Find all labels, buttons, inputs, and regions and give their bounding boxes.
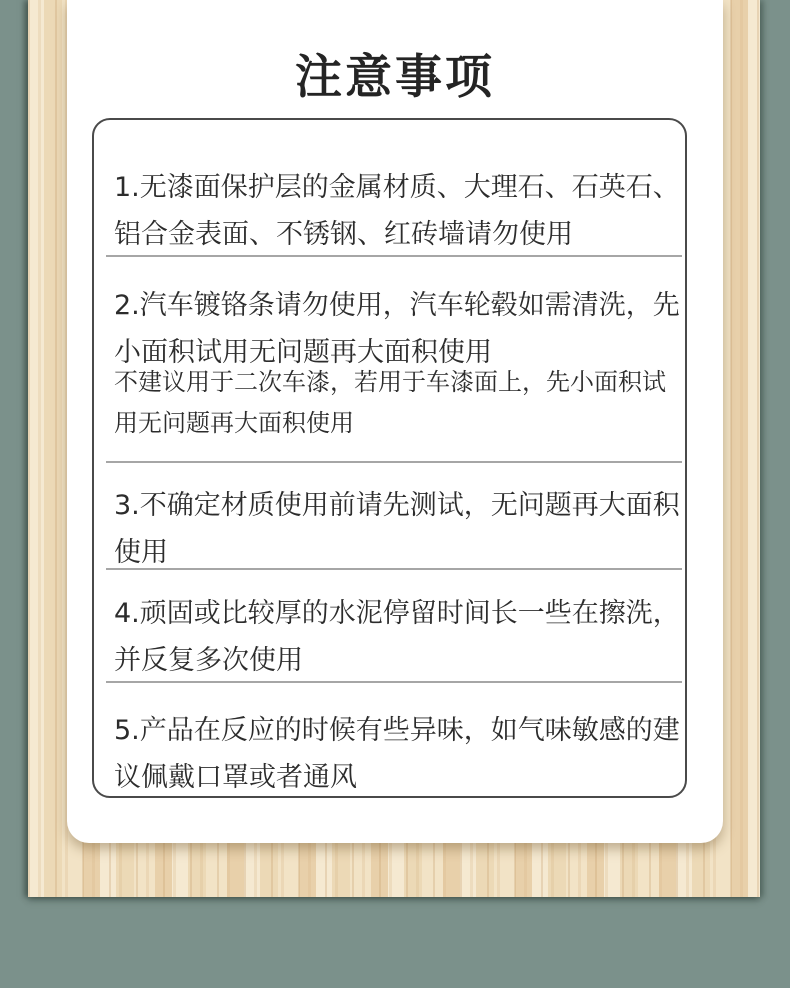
notice-item-5: 5.产品在反应的时候有些异味，如气味敏感的建议佩戴口罩或者通风: [114, 715, 680, 793]
divider: [106, 255, 682, 257]
wood-frame: [28, 0, 760, 897]
notice-item-2-note: 不建议用于二次车漆，若用于车漆面上，先小面积试用无问题再大面积使用: [114, 368, 666, 437]
divider: [106, 681, 682, 683]
page-title: 注意事项: [295, 50, 495, 105]
notice-item-2: 2.汽车镀铬条请勿使用，汽车轮毂如需清洗，先小面积试用无问题再大面积使用: [114, 290, 680, 368]
divider: [106, 461, 682, 463]
notice-item-1: 1.无漆面保护层的金属材质、大理石、石英石、铝合金表面、不锈钢、红砖墙请勿使用: [114, 172, 680, 250]
notice-item-4: 4.顽固或比较厚的水泥停留时间长一些在擦洗，并反复多次使用: [114, 598, 680, 676]
notice-box: [92, 118, 687, 798]
divider: [106, 568, 682, 570]
notice-item-3: 3.不确定材质使用前请先测试，无问题再大面积使用: [114, 490, 680, 568]
paper-card: [67, 0, 723, 843]
